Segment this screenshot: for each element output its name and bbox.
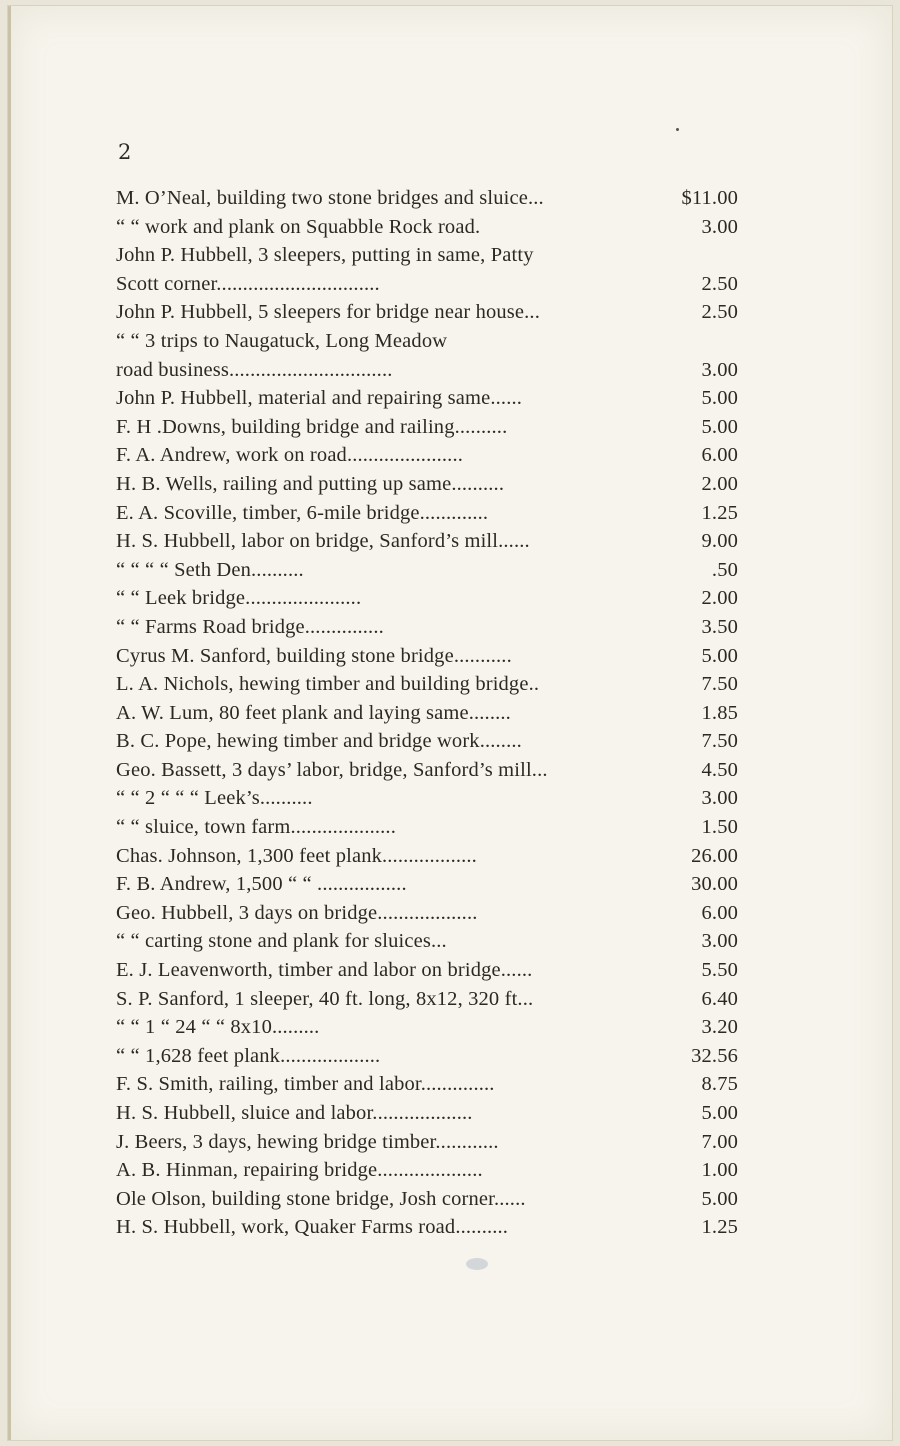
page-spine-edge [8, 6, 11, 1440]
ledger-entry [116, 470, 738, 499]
entry-amount: 6.00 [701, 901, 738, 924]
ledger-entry [116, 213, 738, 242]
entry-description-line: B. C. Pope, hewing timber and bridge work........ [116, 730, 522, 753]
paper-smudge [466, 1258, 488, 1270]
entry-amount: .50 [711, 558, 738, 581]
ledger-entry [116, 927, 738, 956]
ledger-entry [116, 813, 738, 842]
ledger-entry [116, 642, 738, 671]
ledger-entry [116, 956, 738, 985]
entry-description-line: H. B. Wells, railing and putting up same.......... [116, 472, 505, 495]
ledger-entry [116, 1013, 738, 1042]
ledger-entry [116, 1099, 738, 1128]
entry-description [116, 1156, 654, 1185]
entry-description [116, 1185, 654, 1214]
entry-amount: 5.00 [701, 415, 738, 438]
ledger-entry [116, 527, 738, 556]
ledger-entry [116, 1128, 738, 1157]
entry-description-line: Geo. Bassett, 3 days’ labor, bridge, Sanford’s mill... [116, 758, 548, 781]
entry-amount: 5.50 [701, 959, 738, 982]
entry-description [116, 784, 654, 813]
entry-description-line: A. W. Lum, 80 feet plank and laying same........ [116, 701, 511, 724]
entry-description [116, 384, 654, 413]
entry-amount: 1.85 [701, 701, 738, 724]
entry-description-line: H. S. Hubbell, work, Quaker Farms road.......... [116, 1216, 509, 1239]
entry-description [116, 899, 654, 928]
entry-description-line: “ “ “ “ Seth Den.......... [116, 558, 304, 581]
entry-description-line: John P. Hubbell, 5 sleepers for bridge near house... [116, 301, 540, 324]
ledger-entry [116, 756, 738, 785]
entry-description [116, 813, 654, 842]
entry-description-line: “ “ Farms Road bridge............... [116, 615, 384, 638]
page-number: 2 [118, 140, 132, 164]
entry-amount: 3.50 [701, 615, 738, 638]
entry-description [116, 1213, 654, 1242]
entry-amount: 1.50 [701, 816, 738, 839]
entry-description-line: “ “ work and plank on Squabble Rock road. [116, 215, 481, 238]
entry-description-line: “ “ 2 “ “ “ Leek’s.......... [116, 787, 313, 810]
entry-description-line: “ “ sluice, town farm.................... [116, 816, 396, 839]
entry-description-line: E. J. Leavenworth, timber and labor on bridge...... [116, 959, 533, 982]
ledger-entry [116, 899, 738, 928]
entry-amount: 32.56 [691, 1044, 738, 1067]
entry-description [116, 527, 654, 556]
entry-amount: 7.00 [701, 1130, 738, 1153]
ledger-entry [116, 327, 738, 384]
entry-amount: 26.00 [691, 844, 738, 867]
entry-amount: 3.00 [701, 215, 738, 238]
entry-amount: 7.50 [701, 673, 738, 696]
entry-description [116, 956, 654, 985]
entry-description [116, 842, 654, 871]
entry-description-line: A. B. Hinman, repairing bridge.................... [116, 1159, 483, 1182]
ledger-entry [116, 1070, 738, 1099]
ledger-entry [116, 298, 738, 327]
entry-description [116, 441, 654, 470]
entry-description [116, 756, 654, 785]
entry-description [116, 499, 654, 528]
entry-description [116, 556, 654, 585]
entry-description-line: L. A. Nichols, hewing timber and building bridge.. [116, 673, 540, 696]
ledger-entry [116, 1185, 738, 1214]
entry-amount: 5.00 [701, 644, 738, 667]
entry-description [116, 241, 654, 298]
entry-description [116, 927, 654, 956]
ledger-entry [116, 384, 738, 413]
ledger-entry [116, 413, 738, 442]
entry-description-line: John P. Hubbell, material and repairing same...... [116, 387, 523, 410]
entry-amount: 3.00 [701, 358, 738, 381]
entry-description-line: “ “ Leek bridge...................... [116, 587, 362, 610]
entry-description-line: “ “ 1 “ 24 “ “ 8x10......... [116, 1016, 320, 1039]
entry-description [116, 470, 654, 499]
ledger-entry [116, 670, 738, 699]
ledger-entry [116, 870, 738, 899]
entry-description [116, 184, 654, 213]
entry-description-line: E. A. Scoville, timber, 6-mile bridge............. [116, 501, 489, 524]
entry-description [116, 699, 654, 728]
ledger-entry [116, 441, 738, 470]
entry-description [116, 298, 654, 327]
entry-description-line: F. B. Andrew, 1,500 “ “ ................. [116, 873, 407, 896]
entry-description-line: F. H .Downs, building bridge and railing.......... [116, 415, 508, 438]
entry-amount: 1.25 [701, 1216, 738, 1239]
entry-description [116, 870, 654, 899]
entry-amount: 3.20 [701, 1016, 738, 1039]
entry-description [116, 413, 654, 442]
ledger-entry [116, 499, 738, 528]
entry-description-line: road business............................... [116, 358, 393, 381]
entry-description-line: F. S. Smith, railing, timber and labor.............. [116, 1073, 495, 1096]
entry-amount: 2.50 [701, 272, 738, 295]
ledger-entry [116, 842, 738, 871]
entry-description [116, 985, 654, 1014]
entry-amount: 5.00 [701, 1102, 738, 1124]
entry-amount: 7.50 [701, 730, 738, 753]
entry-amount: 3.00 [701, 787, 738, 810]
ledger-entry [116, 241, 738, 298]
entry-description-line: John P. Hubbell, 3 sleepers, putting in same, Patty [116, 244, 534, 267]
entry-description-line: “ “ 1,628 feet plank................... [116, 1044, 381, 1067]
entry-amount: 5.00 [701, 387, 738, 410]
entry-description-line: Scott corner............................... [116, 272, 380, 295]
ink-speck [676, 128, 679, 131]
ledger-entry [116, 985, 738, 1014]
entry-description [116, 1042, 654, 1071]
entry-amount: 5.00 [701, 1187, 738, 1210]
entry-description [116, 670, 654, 699]
entry-description [116, 1013, 654, 1042]
entry-description [116, 327, 654, 384]
ledger-entry [116, 613, 738, 642]
ledger-entry [116, 1213, 738, 1242]
entry-description-line: H. S. Hubbell, sluice and labor................... [116, 1102, 473, 1124]
entry-description-line: J. Beers, 3 days, hewing bridge timber............ [116, 1130, 499, 1153]
entry-description [116, 213, 654, 242]
entry-description-line: H. S. Hubbell, labor on bridge, Sanford’s mill...... [116, 530, 530, 553]
entry-description-line: “ “ carting stone and plank for sluices... [116, 930, 447, 953]
entry-amount: 6.40 [701, 987, 738, 1010]
entry-description-line: F. A. Andrew, work on road...................... [116, 444, 464, 467]
ledger-entry [116, 1156, 738, 1185]
entry-amount: 2.00 [701, 587, 738, 610]
ledger-entry [116, 699, 738, 728]
entry-description [116, 1099, 654, 1128]
entry-description [116, 1128, 654, 1157]
ledger-entry [116, 784, 738, 813]
entry-amount: 3.00 [701, 930, 738, 953]
entry-amount: 9.00 [701, 530, 738, 553]
entry-amount: 8.75 [701, 1073, 738, 1096]
entry-amount: 1.25 [701, 501, 738, 524]
entry-amount: 2.00 [701, 472, 738, 495]
ledger-entry [116, 184, 738, 213]
entry-description-line: Cyrus M. Sanford, building stone bridge........... [116, 644, 512, 667]
entry-description-line: Geo. Hubbell, 3 days on bridge................... [116, 901, 478, 924]
entry-amount: 1.00 [701, 1159, 738, 1182]
entry-amount: 30.00 [691, 873, 738, 896]
ledger-entry [116, 727, 738, 756]
entry-description [116, 613, 654, 642]
expense-ledger [116, 184, 738, 1242]
entry-description-line: “ “ 3 trips to Naugatuck, Long Meadow [116, 329, 448, 352]
entry-amount: 2.50 [701, 301, 738, 324]
entry-amount: 4.50 [701, 758, 738, 781]
entry-description-line: Chas. Johnson, 1,300 feet plank.................. [116, 844, 477, 867]
ledger-entry [116, 1042, 738, 1071]
entry-description-line: S. P. Sanford, 1 sleeper, 40 ft. long, 8x12, 320 ft... [116, 987, 534, 1010]
ledger-entry [116, 584, 738, 613]
entry-description [116, 584, 654, 613]
entry-description-line: M. O’Neal, building two stone bridges and sluice... [116, 187, 544, 209]
entry-description-line: Ole Olson, building stone bridge, Josh corner...... [116, 1187, 526, 1210]
entry-amount: $11.00 [681, 187, 738, 209]
entry-description [116, 642, 654, 671]
ledger-entry [116, 556, 738, 585]
entry-description [116, 727, 654, 756]
entry-amount: 6.00 [701, 444, 738, 467]
entry-description [116, 1070, 654, 1099]
